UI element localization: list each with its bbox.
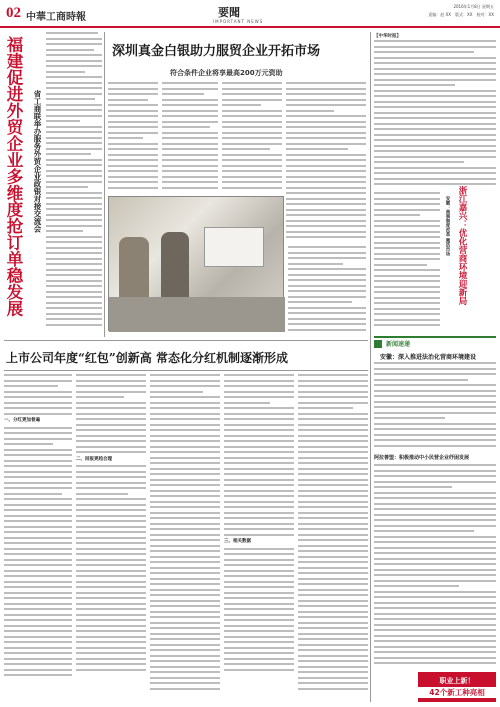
lower-col-1 bbox=[4, 374, 72, 702]
lower-subhead-3: 三、相关数据 bbox=[224, 539, 251, 544]
top-subhead: 符合条件企业将享最高200万元资助 bbox=[170, 69, 283, 77]
page-header bbox=[0, 0, 500, 28]
top-article-col-4 bbox=[286, 82, 366, 242]
right-headline-2: 阿拉善盟：积极推动中小民营企业纾困发展 bbox=[374, 455, 470, 461]
editor-line: 责编：赵 XX 版式：XX 校对：XX bbox=[428, 12, 494, 17]
top-headline: 深圳真金白银助力服贸企业开拓市场 bbox=[112, 44, 321, 59]
issue-date: 2016年1月8日 星期五 bbox=[453, 4, 494, 9]
lower-col-2 bbox=[76, 374, 146, 702]
side-article-body bbox=[46, 32, 102, 337]
section-title: 要聞 bbox=[218, 6, 240, 19]
right-article-1 bbox=[374, 362, 496, 452]
mid-headline: 上市公司年度“红包”创新高 常态化分红机制逐渐形成 bbox=[6, 351, 288, 365]
top-article-col-1 bbox=[108, 82, 158, 192]
lower-col-5 bbox=[298, 374, 368, 702]
right-headline-1: 安徽：深入推进法治化营商环境建设 bbox=[380, 354, 477, 361]
ad-subtitle: 42个新工种亮相 bbox=[418, 687, 496, 698]
right-article-2 bbox=[374, 464, 496, 669]
page-number: 02 bbox=[6, 5, 21, 21]
lower-col-4 bbox=[224, 374, 294, 702]
ad-banner[interactable] bbox=[418, 672, 496, 702]
newspaper-name: 中華工商時報 bbox=[26, 12, 86, 23]
right-top-article bbox=[374, 40, 496, 190]
side-subhead: 省工商联举办服务外贸企业政银对接交流会 bbox=[33, 90, 42, 233]
lower-col-3 bbox=[150, 374, 220, 702]
news-photo bbox=[108, 196, 284, 331]
section-subtitle: IMPORTANT NEWS bbox=[213, 19, 264, 24]
top-article-col-2 bbox=[162, 82, 218, 192]
photo-side-text bbox=[288, 246, 366, 336]
side-headline: 福建促进外贸企业多维度抢订单稳发展 bbox=[4, 36, 23, 317]
section-tag-label: 新闻速递 bbox=[386, 341, 411, 348]
section-tag-bar bbox=[374, 336, 496, 348]
right-top-label: 【中华时报】 bbox=[374, 34, 401, 39]
top-article-col-3 bbox=[222, 82, 282, 192]
right-vertical-title: 浙江嘉兴：优化营商环境迎新局 bbox=[457, 186, 467, 305]
right-mid-article bbox=[374, 192, 440, 332]
right-vertical-sub: 安徽：商事制度改革 激活市场 bbox=[445, 196, 450, 257]
section-tag-icon bbox=[374, 340, 382, 348]
lower-subhead-2: 二、回报更趋合理 bbox=[76, 456, 112, 462]
lower-subhead-1: 一、分红更加普遍 bbox=[4, 418, 40, 423]
ad-title: 职业上新！ bbox=[439, 677, 475, 685]
